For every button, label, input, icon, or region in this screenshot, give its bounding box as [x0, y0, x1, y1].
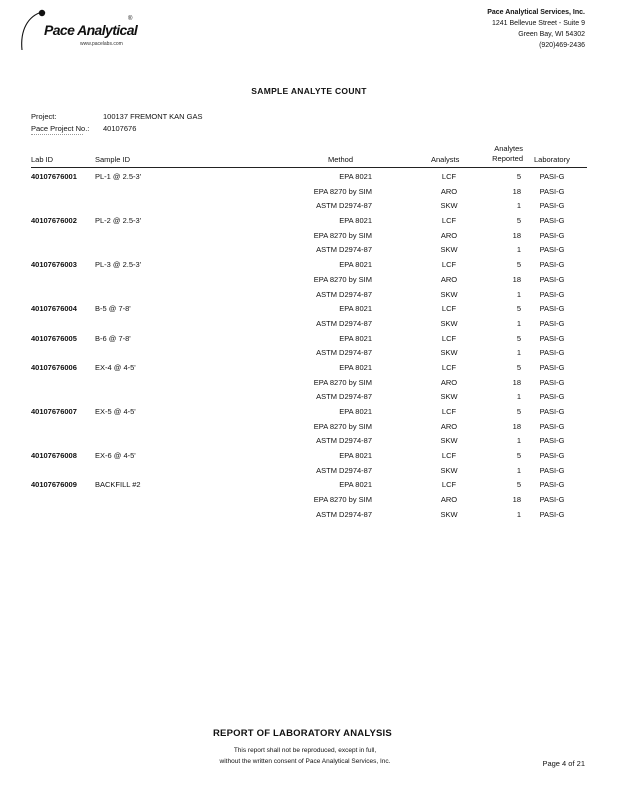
- cell-laboratory: PASI-G: [539, 348, 565, 358]
- table-row: [0, 405, 618, 420]
- cell-analytes-reported: 18: [512, 421, 521, 431]
- table-row: [0, 376, 618, 391]
- cell-method: ASTM D2974-87: [316, 465, 372, 475]
- table-row: [0, 302, 618, 317]
- cell-analytes-reported: 1: [516, 348, 521, 358]
- page-number: Page 4 of 21: [542, 759, 585, 768]
- cell-analytes-reported: 5: [516, 362, 521, 372]
- cell-analysts: ARO: [440, 421, 458, 431]
- cell-laboratory: PASI-G: [539, 172, 565, 181]
- cell-analysts: LCF: [441, 172, 457, 181]
- project-value: 100137 FREMONT KAN GAS: [103, 112, 203, 121]
- cell-analysts: LCF: [441, 407, 457, 416]
- cell-analysts: SKW: [440, 509, 458, 519]
- cell-sample-id: B-5 @ 7-8': [95, 304, 131, 314]
- project-info: [31, 111, 202, 135]
- cell-analytes-reported: 1: [516, 436, 521, 446]
- col-header-laboratory: Laboratory: [534, 155, 570, 164]
- table-row: [0, 346, 618, 361]
- cell-analysts: LCF: [441, 260, 457, 270]
- cell-method: EPA 8021: [339, 260, 372, 270]
- cell-laboratory: PASI-G: [539, 377, 565, 387]
- table-row: [0, 258, 618, 273]
- cell-method: ASTM D2974-87: [316, 201, 372, 211]
- col-header-method: Method: [328, 155, 354, 164]
- cell-method: ASTM D2974-87: [316, 289, 372, 299]
- cell-analytes-reported: 1: [516, 245, 521, 255]
- cell-method: EPA 8021: [339, 172, 372, 181]
- table-row: [0, 288, 618, 303]
- cell-lab-id: 40107676005: [31, 333, 77, 343]
- cell-analytes-reported: 18: [512, 230, 521, 240]
- cell-laboratory: PASI-G: [539, 436, 565, 446]
- cell-analysts: ARO: [440, 274, 458, 284]
- cell-method: EPA 8270 by SIM: [313, 230, 372, 240]
- cell-analysts: SKW: [440, 465, 458, 475]
- cell-analytes-reported: 18: [512, 186, 521, 196]
- cell-method: EPA 8021: [339, 362, 372, 372]
- cell-analytes-reported: 5: [516, 451, 521, 461]
- cell-laboratory: PASI-G: [539, 216, 565, 226]
- cell-method: EPA 8021: [339, 451, 372, 461]
- cell-lab-id: 40107676007: [31, 407, 77, 416]
- logo-wordmark: Pace Analytical: [44, 22, 138, 38]
- table-row: [0, 361, 618, 376]
- cell-analytes-reported: 5: [516, 304, 521, 314]
- cell-analysts: SKW: [440, 318, 458, 328]
- table-row: [0, 493, 618, 508]
- cell-laboratory: PASI-G: [539, 186, 565, 196]
- cell-method: EPA 8021: [339, 216, 372, 226]
- cell-analysts: SKW: [440, 392, 458, 402]
- cell-method: EPA 8270 by SIM: [313, 495, 372, 505]
- table-row: [0, 243, 618, 258]
- cell-lab-id: 40107676008: [31, 451, 77, 461]
- cell-analytes-reported: 1: [516, 289, 521, 299]
- cell-laboratory: PASI-G: [539, 201, 565, 211]
- footer-note-line1: This report shall not be reproduced, except in full,: [233, 747, 377, 754]
- pace-project-value: 40107676: [103, 124, 137, 133]
- cell-laboratory: PASI-G: [539, 465, 565, 475]
- table-row: [0, 317, 618, 332]
- cell-sample-id: B-6 @ 7-8': [95, 333, 131, 343]
- cell-sample-id: PL-1 @ 2.5-3': [95, 172, 142, 181]
- project-divider: [31, 134, 83, 135]
- cell-analytes-reported: 1: [516, 318, 521, 328]
- cell-analysts: ARO: [440, 230, 458, 240]
- col-header-sample-id: Sample ID: [95, 155, 131, 164]
- cell-laboratory: PASI-G: [539, 421, 565, 431]
- cell-lab-id: 40107676003: [31, 260, 77, 270]
- cell-analysts: LCF: [441, 480, 457, 490]
- table-row: [0, 273, 618, 288]
- cell-lab-id: 40107676002: [31, 216, 77, 226]
- table-row: [0, 214, 618, 229]
- cell-method: ASTM D2974-87: [316, 436, 372, 446]
- table-row: [0, 199, 618, 214]
- cell-laboratory: PASI-G: [539, 451, 565, 461]
- cell-analytes-reported: 5: [516, 216, 521, 226]
- cell-laboratory: PASI-G: [539, 333, 565, 343]
- cell-method: ASTM D2974-87: [316, 509, 372, 519]
- address-street: 1241 Bellevue Street - Suite 9: [491, 20, 585, 27]
- cell-sample-id: PL-2 @ 2.5-3': [95, 216, 142, 226]
- table-row: [0, 170, 618, 185]
- cell-analysts: SKW: [440, 201, 458, 211]
- analyte-table-body: [0, 170, 618, 523]
- cell-analysts: LCF: [441, 362, 457, 372]
- col-header-reported-line2: Reported: [492, 154, 523, 163]
- table-row: [0, 449, 618, 464]
- address-phone: (920)469-2436: [539, 42, 585, 49]
- cell-method: ASTM D2974-87: [316, 348, 372, 358]
- cell-sample-id: EX-6 @ 4-5': [95, 451, 136, 461]
- cell-analysts: LCF: [441, 333, 457, 343]
- table-row: [0, 332, 618, 347]
- cell-laboratory: PASI-G: [539, 304, 565, 314]
- table-row: [0, 229, 618, 244]
- footer-title: REPORT OF LABORATORY ANALYSIS: [213, 728, 392, 739]
- table-row: [0, 464, 618, 479]
- cell-analytes-reported: 18: [512, 377, 521, 387]
- cell-analytes-reported: 5: [516, 172, 521, 181]
- cell-analysts: SKW: [440, 245, 458, 255]
- project-row: [31, 111, 202, 123]
- cell-analytes-reported: 5: [516, 407, 521, 416]
- cell-analysts: ARO: [440, 377, 458, 387]
- address-city: Green Bay, WI 54302: [518, 31, 585, 38]
- cell-method: ASTM D2974-87: [316, 245, 372, 255]
- cell-sample-id: PL-3 @ 2.5-3': [95, 260, 142, 270]
- cell-sample-id: EX-5 @ 4-5': [95, 407, 136, 416]
- cell-analytes-reported: 1: [516, 392, 521, 402]
- cell-laboratory: PASI-G: [539, 318, 565, 328]
- cell-analytes-reported: 18: [512, 274, 521, 284]
- cell-lab-id: 40107676004: [31, 304, 77, 314]
- cell-analysts: ARO: [440, 495, 458, 505]
- page-title: SAMPLE ANALYTE COUNT: [251, 86, 367, 96]
- cell-analytes-reported: 1: [516, 465, 521, 475]
- cell-method: EPA 8270 by SIM: [313, 186, 372, 196]
- footer-note-line2: without the written consent of Pace Analytical Services, Inc.: [219, 758, 391, 765]
- cell-laboratory: PASI-G: [539, 289, 565, 299]
- cell-analytes-reported: 5: [516, 480, 521, 490]
- cell-analytes-reported: 5: [516, 260, 521, 270]
- cell-laboratory: PASI-G: [539, 480, 565, 490]
- cell-method: EPA 8270 by SIM: [313, 421, 372, 431]
- project-label: Project:: [31, 112, 57, 121]
- cell-analytes-reported: 18: [512, 495, 521, 505]
- table-row: [0, 434, 618, 449]
- logo-trademark: ®: [128, 16, 133, 22]
- cell-analysts: SKW: [440, 436, 458, 446]
- col-header-analytes-reported: [483, 144, 523, 164]
- cell-analysts: LCF: [441, 451, 457, 461]
- table-row: [0, 420, 618, 435]
- cell-method: ASTM D2974-87: [316, 318, 372, 328]
- cell-laboratory: PASI-G: [539, 392, 565, 402]
- cell-laboratory: PASI-G: [539, 362, 565, 372]
- cell-method: EPA 8021: [339, 480, 372, 490]
- cell-laboratory: PASI-G: [539, 407, 565, 416]
- cell-analytes-reported: 5: [516, 333, 521, 343]
- logo-url: www.pacelabs.com: [80, 41, 123, 47]
- cell-analysts: SKW: [440, 289, 458, 299]
- cell-sample-id: BACKFILL #2: [95, 480, 141, 490]
- cell-lab-id: 40107676001: [31, 172, 77, 181]
- cell-analysts: LCF: [441, 304, 457, 314]
- cell-analysts: LCF: [441, 216, 457, 226]
- pace-project-label: Pace Project No.:: [31, 124, 90, 133]
- col-header-lab-id: Lab ID: [31, 155, 54, 164]
- table-row: [0, 508, 618, 523]
- col-header-analysts: Analysts: [431, 155, 460, 164]
- cell-laboratory: PASI-G: [539, 260, 565, 270]
- cell-method: EPA 8270 by SIM: [313, 377, 372, 387]
- cell-laboratory: PASI-G: [539, 509, 565, 519]
- header-divider: [31, 167, 587, 168]
- footer-note: [0, 745, 610, 767]
- cell-method: ASTM D2974-87: [316, 392, 372, 402]
- cell-laboratory: PASI-G: [539, 274, 565, 284]
- cell-method: EPA 8270 by SIM: [313, 274, 372, 284]
- company-name: Pace Analytical Services, Inc.: [487, 9, 585, 16]
- cell-laboratory: PASI-G: [539, 230, 565, 240]
- cell-method: EPA 8021: [339, 407, 372, 416]
- cell-sample-id: EX-4 @ 4-5': [95, 362, 136, 372]
- cell-laboratory: PASI-G: [539, 495, 565, 505]
- table-row: [0, 390, 618, 405]
- cell-analytes-reported: 1: [516, 509, 521, 519]
- cell-analysts: ARO: [440, 186, 458, 196]
- cell-lab-id: 40107676009: [31, 480, 77, 490]
- cell-method: EPA 8021: [339, 333, 372, 343]
- cell-lab-id: 40107676006: [31, 362, 77, 372]
- col-header-reported-line1: Analytes: [494, 144, 523, 153]
- table-row: [0, 478, 618, 493]
- cell-analysts: SKW: [440, 348, 458, 358]
- cell-laboratory: PASI-G: [539, 245, 565, 255]
- cell-analytes-reported: 1: [516, 201, 521, 211]
- cell-method: EPA 8021: [339, 304, 372, 314]
- table-row: [0, 185, 618, 200]
- company-address: [487, 7, 585, 51]
